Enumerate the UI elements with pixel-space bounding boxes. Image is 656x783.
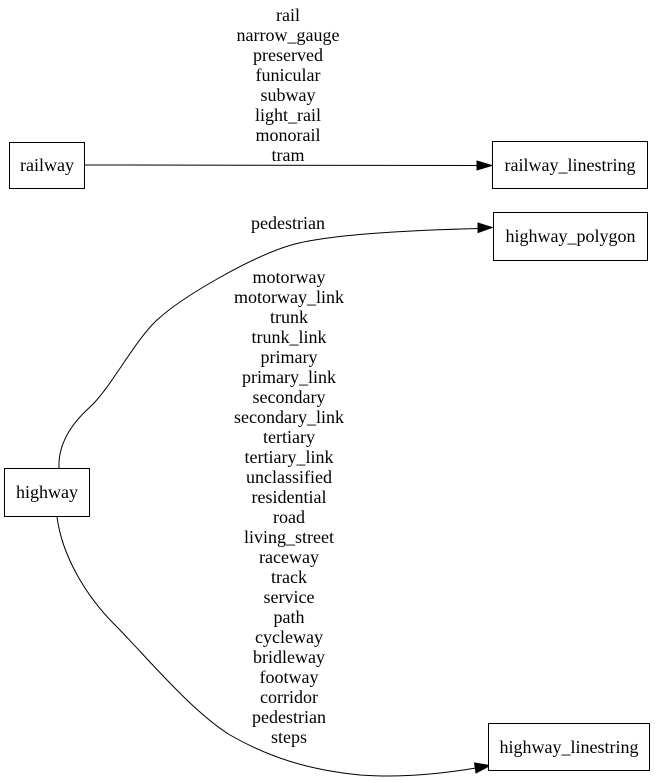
node-highway-linestring	[488, 723, 650, 771]
edge-label-line: motorway	[252, 267, 326, 287]
node-highway	[4, 468, 90, 517]
edge-label-line: pedestrian	[252, 707, 326, 727]
arrowhead-icon	[477, 161, 492, 170]
node-railway-linestring-label: railway_linestring	[504, 154, 636, 175]
edge-label-line: service	[263, 587, 315, 607]
edge-label-line: funicular	[255, 65, 321, 85]
edge-label-line: primary	[260, 347, 318, 367]
edge-label-line: trunk	[270, 307, 308, 327]
edge-label-line: tertiary	[263, 427, 315, 447]
edge-label-line: monorail	[255, 125, 321, 145]
node-highway-polygon-label: highway_polygon	[505, 226, 636, 246]
edge-label-line: primary_link	[242, 367, 336, 387]
edge-label-line: pedestrian	[251, 213, 325, 233]
edge-label-line: motorway_link	[234, 287, 344, 307]
edge-label-line: track	[271, 567, 307, 587]
edge-label-line: corridor	[260, 687, 318, 707]
edge-label-line: light_rail	[255, 105, 321, 125]
edge-label-line: footway	[259, 667, 319, 687]
edge-label-line: tram	[271, 145, 305, 165]
node-highway-linestring-label: highway_linestring	[499, 736, 639, 757]
node-railway-label: railway	[20, 155, 74, 175]
edge-labels-highway-polygon	[168, 213, 408, 233]
edge-label-line: residential	[251, 487, 327, 507]
node-railway	[9, 142, 85, 189]
arrowhead-icon	[478, 223, 492, 233]
node-highway-polygon	[493, 212, 648, 261]
edge-line	[85, 165, 477, 166]
edge-label-line: living_street	[244, 527, 334, 547]
edge-label-line: path	[273, 607, 305, 627]
edge-label-line: preserved	[253, 45, 323, 65]
edge-label-line: trunk_link	[251, 327, 327, 347]
edge-label-line: raceway	[259, 547, 319, 567]
edge-labels-highway-linestring	[169, 267, 409, 747]
node-railway-linestring	[492, 141, 648, 189]
edge-label-line: narrow_gauge	[236, 25, 340, 45]
edge-label-line: subway	[260, 85, 316, 105]
edge-label-line: secondary_link	[234, 407, 344, 427]
edge-label-line: secondary	[252, 387, 326, 407]
edge-label-line: bridleway	[253, 647, 325, 667]
edge-label-line: road	[273, 507, 305, 527]
edge-label-line: unclassified	[246, 467, 332, 487]
edge-label-line: steps	[271, 727, 307, 747]
edge-labels-railway-linestring	[168, 5, 408, 165]
node-highway-label: highway	[16, 482, 78, 502]
edge-label-line: cycleway	[255, 627, 323, 647]
edge-label-line: tertiary_link	[244, 447, 334, 467]
edge-label-line: rail	[276, 5, 300, 25]
